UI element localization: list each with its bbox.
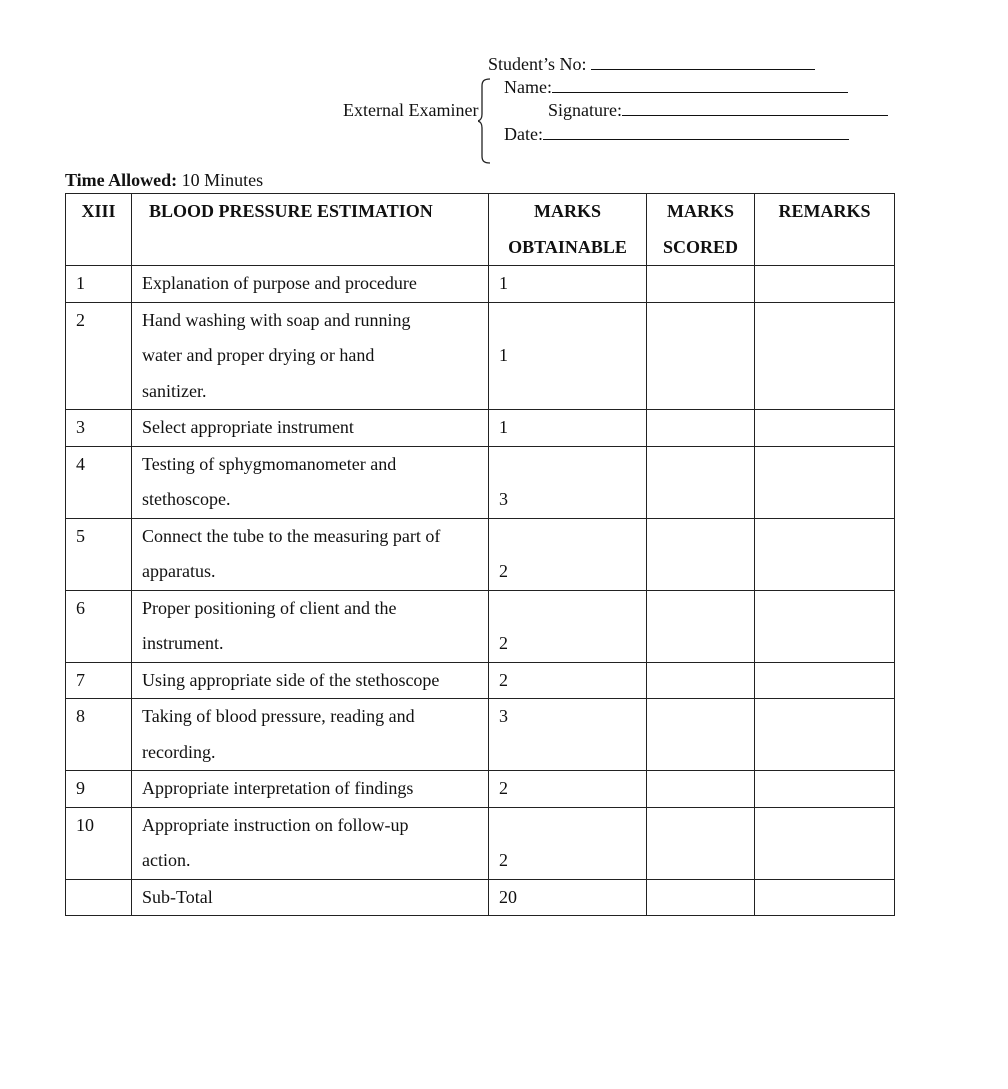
item-marks-scored-cell[interactable] <box>647 302 755 410</box>
item-remarks-cell[interactable] <box>755 266 895 303</box>
examiner-name-field <box>504 77 848 97</box>
table-row <box>66 807 895 879</box>
examiner-signature-field <box>548 100 888 120</box>
examiner-name-label: Name: <box>504 77 552 97</box>
item-marks-value: 1 <box>499 417 508 437</box>
item-marks-obtainable <box>489 590 647 662</box>
item-marks-obtainable <box>489 771 647 808</box>
item-description-line: Proper positioning of client and the <box>142 597 397 618</box>
item-marks-obtainable <box>489 662 647 699</box>
item-description-line: instrument. <box>142 633 224 653</box>
external-examiner-label: External Examiner <box>343 100 479 120</box>
item-remarks-cell[interactable] <box>755 662 895 699</box>
item-number: 2 <box>66 302 132 410</box>
item-marks-scored-cell[interactable] <box>647 446 755 518</box>
item-marks-scored-cell[interactable] <box>647 699 755 771</box>
time-allowed <box>65 170 263 190</box>
item-number: 5 <box>66 518 132 590</box>
item-description <box>132 807 489 879</box>
item-marks-value: 1 <box>499 345 508 365</box>
item-number: 1 <box>66 266 132 303</box>
item-description-line: apparatus. <box>142 561 216 581</box>
item-remarks-cell[interactable] <box>755 590 895 662</box>
item-description-line: Select appropriate instrument <box>142 417 354 437</box>
table-row <box>66 662 895 699</box>
item-description-line: stethoscope. <box>142 489 231 509</box>
item-description <box>132 590 489 662</box>
examiner-date-blank[interactable] <box>543 124 849 140</box>
item-number: 7 <box>66 662 132 699</box>
item-number: 4 <box>66 446 132 518</box>
item-remarks-cell[interactable] <box>755 410 895 447</box>
header-section-number: XIII <box>66 194 132 266</box>
item-marks-scored-cell[interactable] <box>647 266 755 303</box>
item-remarks-cell[interactable] <box>755 699 895 771</box>
item-marks-obtainable <box>489 807 647 879</box>
time-allowed-value: 10 Minutes <box>181 170 264 190</box>
item-description <box>132 446 489 518</box>
spacer <box>499 447 646 483</box>
spacer <box>499 808 646 844</box>
header-marks-obtainable-line1: MARKS <box>534 201 601 221</box>
item-description-line: Appropriate interpretation of findings <box>142 778 414 798</box>
examiner-signature-label: Signature: <box>548 100 622 120</box>
item-description <box>132 662 489 699</box>
item-marks-scored-cell[interactable] <box>647 662 755 699</box>
item-description-line: Appropriate instruction on follow-up <box>142 814 409 835</box>
subtotal-marks: 20 <box>489 879 647 916</box>
rubric-table <box>65 193 895 916</box>
item-marks-scored-cell[interactable] <box>647 590 755 662</box>
item-description <box>132 302 489 410</box>
item-marks-obtainable <box>489 302 647 410</box>
spacer <box>499 591 646 627</box>
subtotal-label: Sub-Total <box>132 879 489 916</box>
item-description-line: sanitizer. <box>142 380 207 401</box>
examiner-signature-blank[interactable] <box>622 100 888 116</box>
item-description-line: Explanation of purpose and procedure <box>142 273 417 293</box>
table-row <box>66 771 895 808</box>
item-marks-obtainable <box>489 266 647 303</box>
item-remarks-cell[interactable] <box>755 302 895 410</box>
item-marks-obtainable <box>489 699 647 771</box>
item-number: 10 <box>66 807 132 879</box>
item-description-line: Hand washing with soap and running <box>142 309 411 330</box>
examiner-date-label: Date: <box>504 124 543 144</box>
item-marks-value: 2 <box>499 561 508 581</box>
subtotal-row <box>66 879 895 916</box>
item-description-line: water and proper drying or hand <box>142 345 375 365</box>
table-row <box>66 410 895 447</box>
spacer <box>499 303 646 339</box>
item-marks-value: 2 <box>499 633 508 653</box>
item-description-line: Using appropriate side of the stethoscope <box>142 669 440 690</box>
item-remarks-cell[interactable] <box>755 771 895 808</box>
table-header-row <box>66 194 895 266</box>
time-allowed-label: Time Allowed: <box>65 170 178 190</box>
item-remarks-cell[interactable] <box>755 446 895 518</box>
subtotal-scored-cell[interactable] <box>647 879 755 916</box>
item-marks-scored-cell[interactable] <box>647 807 755 879</box>
item-number: 9 <box>66 771 132 808</box>
item-marks-scored-cell[interactable] <box>647 771 755 808</box>
item-description <box>132 771 489 808</box>
table-row <box>66 699 895 771</box>
table-row <box>66 266 895 303</box>
table-row <box>66 518 895 590</box>
item-description-line: Taking of blood pressure, reading and <box>142 706 415 726</box>
table-row <box>66 590 895 662</box>
header-marks-obtainable-line2: OBTAINABLE <box>508 236 627 257</box>
student-number-label: Student’s No: <box>488 54 587 74</box>
examiner-date-field <box>504 124 849 144</box>
item-description-line: recording. <box>142 741 216 762</box>
table-row <box>66 302 895 410</box>
item-marks-obtainable <box>489 410 647 447</box>
header-remarks: REMARKS <box>755 194 895 266</box>
item-marks-scored-cell[interactable] <box>647 410 755 447</box>
item-number: 8 <box>66 699 132 771</box>
item-description <box>132 266 489 303</box>
item-marks-obtainable <box>489 446 647 518</box>
spacer <box>499 519 646 555</box>
item-description <box>132 518 489 590</box>
table-row <box>66 446 895 518</box>
item-number: 6 <box>66 590 132 662</box>
item-remarks-cell[interactable] <box>755 518 895 590</box>
item-number: 3 <box>66 410 132 447</box>
item-marks-value: 1 <box>499 273 508 293</box>
subtotal-remarks-cell[interactable] <box>755 879 895 916</box>
header-title: BLOOD PRESSURE ESTIMATION <box>132 194 489 266</box>
item-description-line: Testing of sphygmomanometer and <box>142 453 397 474</box>
item-description-line: Connect the tube to the measuring part of <box>142 525 441 546</box>
header-marks-obtainable <box>489 194 647 266</box>
student-number-field <box>488 54 815 74</box>
item-marks-value: 3 <box>499 489 508 509</box>
item-marks-scored-cell[interactable] <box>647 518 755 590</box>
item-remarks-cell[interactable] <box>755 807 895 879</box>
header-marks-scored-line1: MARKS <box>667 201 734 221</box>
student-number-blank[interactable] <box>591 54 815 70</box>
subtotal-number-cell <box>66 879 132 916</box>
examiner-name-blank[interactable] <box>552 77 848 93</box>
item-description <box>132 410 489 447</box>
item-marks-value: 3 <box>499 706 508 726</box>
item-marks-value: 2 <box>499 778 508 798</box>
header-marks-scored <box>647 194 755 266</box>
item-marks-obtainable <box>489 518 647 590</box>
curly-brace-icon <box>478 78 492 164</box>
item-description <box>132 699 489 771</box>
item-description-line: action. <box>142 850 191 870</box>
item-marks-value: 2 <box>499 669 508 690</box>
header-marks-scored-line2: SCORED <box>662 236 738 257</box>
item-marks-value: 2 <box>499 850 508 870</box>
